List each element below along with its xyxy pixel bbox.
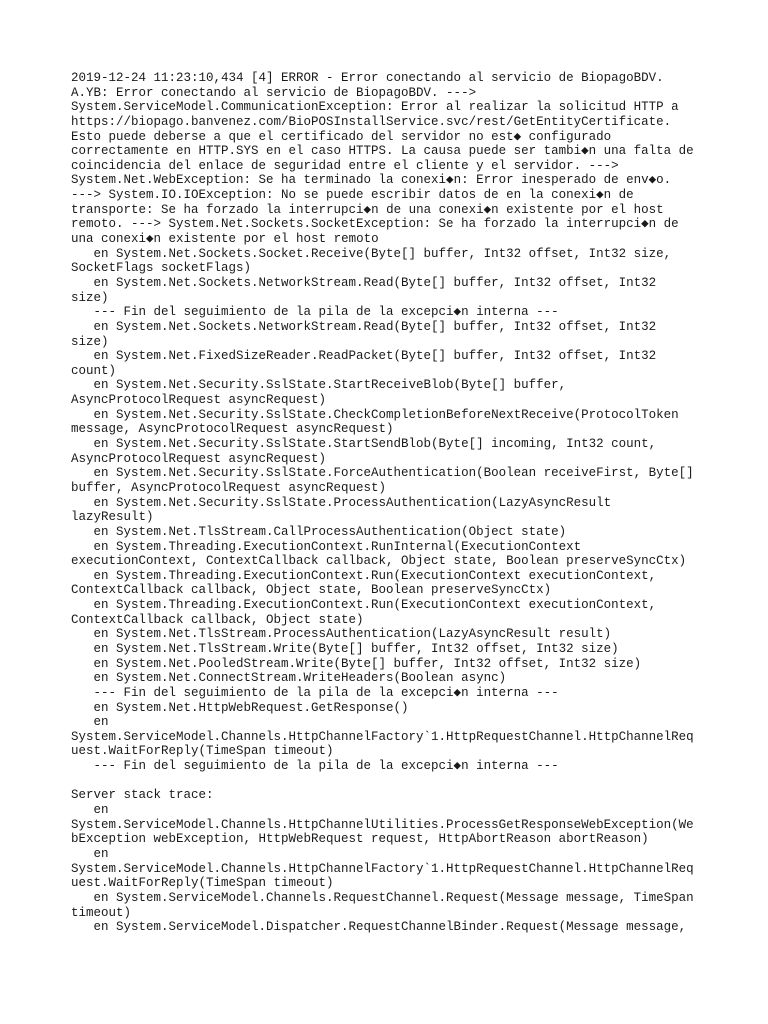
log-line: ContextCallback callback, Object state): [71, 612, 364, 627]
log-line: coincidencia del enlace de seguridad entre el cliente y el servidor. --->: [71, 158, 619, 173]
log-line: AsyncProtocolRequest asyncRequest): [71, 393, 327, 408]
log-line: en System.Net.TlsStream.CallProcessAuthentication(Object state): [71, 524, 567, 539]
log-line: en System.Net.Security.SslState.StartSendBlob(Byte[] incoming, Int32 count,: [71, 437, 657, 452]
log-line: ContextCallback callback, Object state, Boolean preserveSyncCtx): [71, 583, 552, 598]
error-log-text: [71, 71, 701, 935]
log-line: en System.ServiceModel.Dispatcher.RequestChannelBinder.Request(Message message,: [71, 920, 687, 935]
log-line: SocketFlags socketFlags): [71, 261, 252, 276]
log-line: transporte: Se ha forzado la interrupci◆n de una conexi◆n existente por el host: [71, 202, 664, 217]
log-line: Server stack trace:: [71, 788, 214, 803]
log-line: message, AsyncProtocolRequest asyncRequest): [71, 422, 394, 437]
log-line: System.ServiceModel.Channels.HttpChannelFactory`1.HttpRequestChannel.HttpChannelReq: [71, 861, 694, 876]
log-line: en System.Net.Security.SslState.StartReceiveBlob(Byte[] buffer,: [71, 378, 567, 393]
log-line: timeout): [71, 905, 132, 920]
log-line: en System.Net.TlsStream.ProcessAuthentication(LazyAsyncResult result): [71, 627, 612, 642]
log-line: A.YB: Error conectando al servicio de BiopagoBDV. --->: [71, 85, 477, 100]
log-line: en System.Net.PooledStream.Write(Byte[] buffer, Int32 offset, Int32 size): [71, 656, 642, 671]
log-line: https://biopago.banvenez.com/BioPOSInstallService.svc/rest/GetEntityCertificate.: [71, 114, 672, 129]
log-line: uest.WaitForReply(TimeSpan timeout): [71, 876, 334, 891]
log-line: en System.Threading.ExecutionContext.Run(ExecutionContext executionContext,: [71, 598, 657, 613]
log-line: --- Fin del seguimiento de la pila de la excepci◆n interna ---: [71, 759, 559, 774]
log-line: en System.Net.Security.SslState.CheckCompletionBeforeNextReceive(ProtocolToken: [71, 407, 679, 422]
log-line: en System.ServiceModel.Channels.RequestChannel.Request(Message message, TimeSpan: [71, 890, 694, 905]
log-line: en System.Threading.ExecutionContext.Run(ExecutionContext executionContext,: [71, 568, 657, 583]
log-line: --- Fin del seguimiento de la pila de la excepci◆n interna ---: [71, 305, 559, 320]
log-line: System.ServiceModel.Channels.HttpChannelFactory`1.HttpRequestChannel.HttpChannelReq: [71, 729, 694, 744]
log-line: Esto puede deberse a que el certificado del servidor no est◆ configurado: [71, 129, 612, 144]
log-line: en: [71, 846, 109, 861]
log-line: en System.Net.Security.SslState.ProcessAuthentication(LazyAsyncResult: [71, 495, 612, 510]
log-line: en System.Net.Sockets.Socket.Receive(Byte[] buffer, Int32 offset, Int32 size,: [71, 246, 672, 261]
log-line: System.Net.WebException: Se ha terminado la conexi◆n: Error inesperado de env◆o.: [71, 173, 672, 188]
log-line: System.ServiceModel.Channels.HttpChannelUtilities.ProcessGetResponseWebException(We: [71, 817, 694, 832]
log-line: size): [71, 290, 109, 305]
log-line: --- Fin del seguimiento de la pila de la excepci◆n interna ---: [71, 685, 559, 700]
log-line: System.ServiceModel.CommunicationException: Error al realizar la solicitud HTTP a: [71, 100, 679, 115]
log-line: ---> System.IO.IOException: No se puede escribir datos de en la conexi◆n de: [71, 188, 634, 203]
log-line: executionContext, ContextCallback callback, Object state, Boolean preserveSyncCtx): [71, 554, 687, 569]
log-line: una conexi◆n existente por el host remoto: [71, 232, 379, 247]
log-line: size): [71, 334, 109, 349]
log-line: en System.Net.HttpWebRequest.GetResponse(): [71, 700, 409, 715]
log-line: en System.Net.TlsStream.Write(Byte[] buffer, Int32 offset, Int32 size): [71, 641, 619, 656]
log-line: en System.Net.Sockets.NetworkStream.Read(Byte[] buffer, Int32 offset, Int32: [71, 275, 657, 290]
log-line: en System.Net.ConnectStream.WriteHeaders(Boolean async): [71, 671, 507, 686]
log-line: en System.Net.Sockets.NetworkStream.Read(Byte[] buffer, Int32 offset, Int32: [71, 319, 657, 334]
log-line: en System.Threading.ExecutionContext.RunInternal(ExecutionContext: [71, 539, 582, 554]
log-line: lazyResult): [71, 510, 154, 525]
log-line: uest.WaitForReply(TimeSpan timeout): [71, 744, 334, 759]
log-line: en System.Net.Security.SslState.ForceAuthentication(Boolean receiveFirst, Byte[]: [71, 466, 694, 481]
log-line: count): [71, 363, 117, 378]
log-line: [71, 774, 701, 789]
log-line: bException webException, HttpWebRequest request, HttpAbortReason abortReason): [71, 832, 649, 847]
log-line: en: [71, 715, 109, 730]
log-line: buffer, AsyncProtocolRequest asyncRequest): [71, 480, 387, 495]
log-line: en: [71, 803, 109, 818]
log-line: 2019-12-24 11:23:10,434 [4] ERROR - Error conectando al servicio de BiopagoBDV.: [71, 71, 664, 85]
log-line: AsyncProtocolRequest asyncRequest): [71, 451, 327, 466]
log-line: correctamente en HTTP.SYS en el caso HTTPS. La causa puede ser tambi◆n una falta de: [71, 144, 694, 159]
log-line: en System.Net.FixedSizeReader.ReadPacket(Byte[] buffer, Int32 offset, Int32: [71, 349, 657, 364]
log-line: remoto. ---> System.Net.Sockets.SocketException: Se ha forzado la interrupci◆n de: [71, 217, 679, 232]
